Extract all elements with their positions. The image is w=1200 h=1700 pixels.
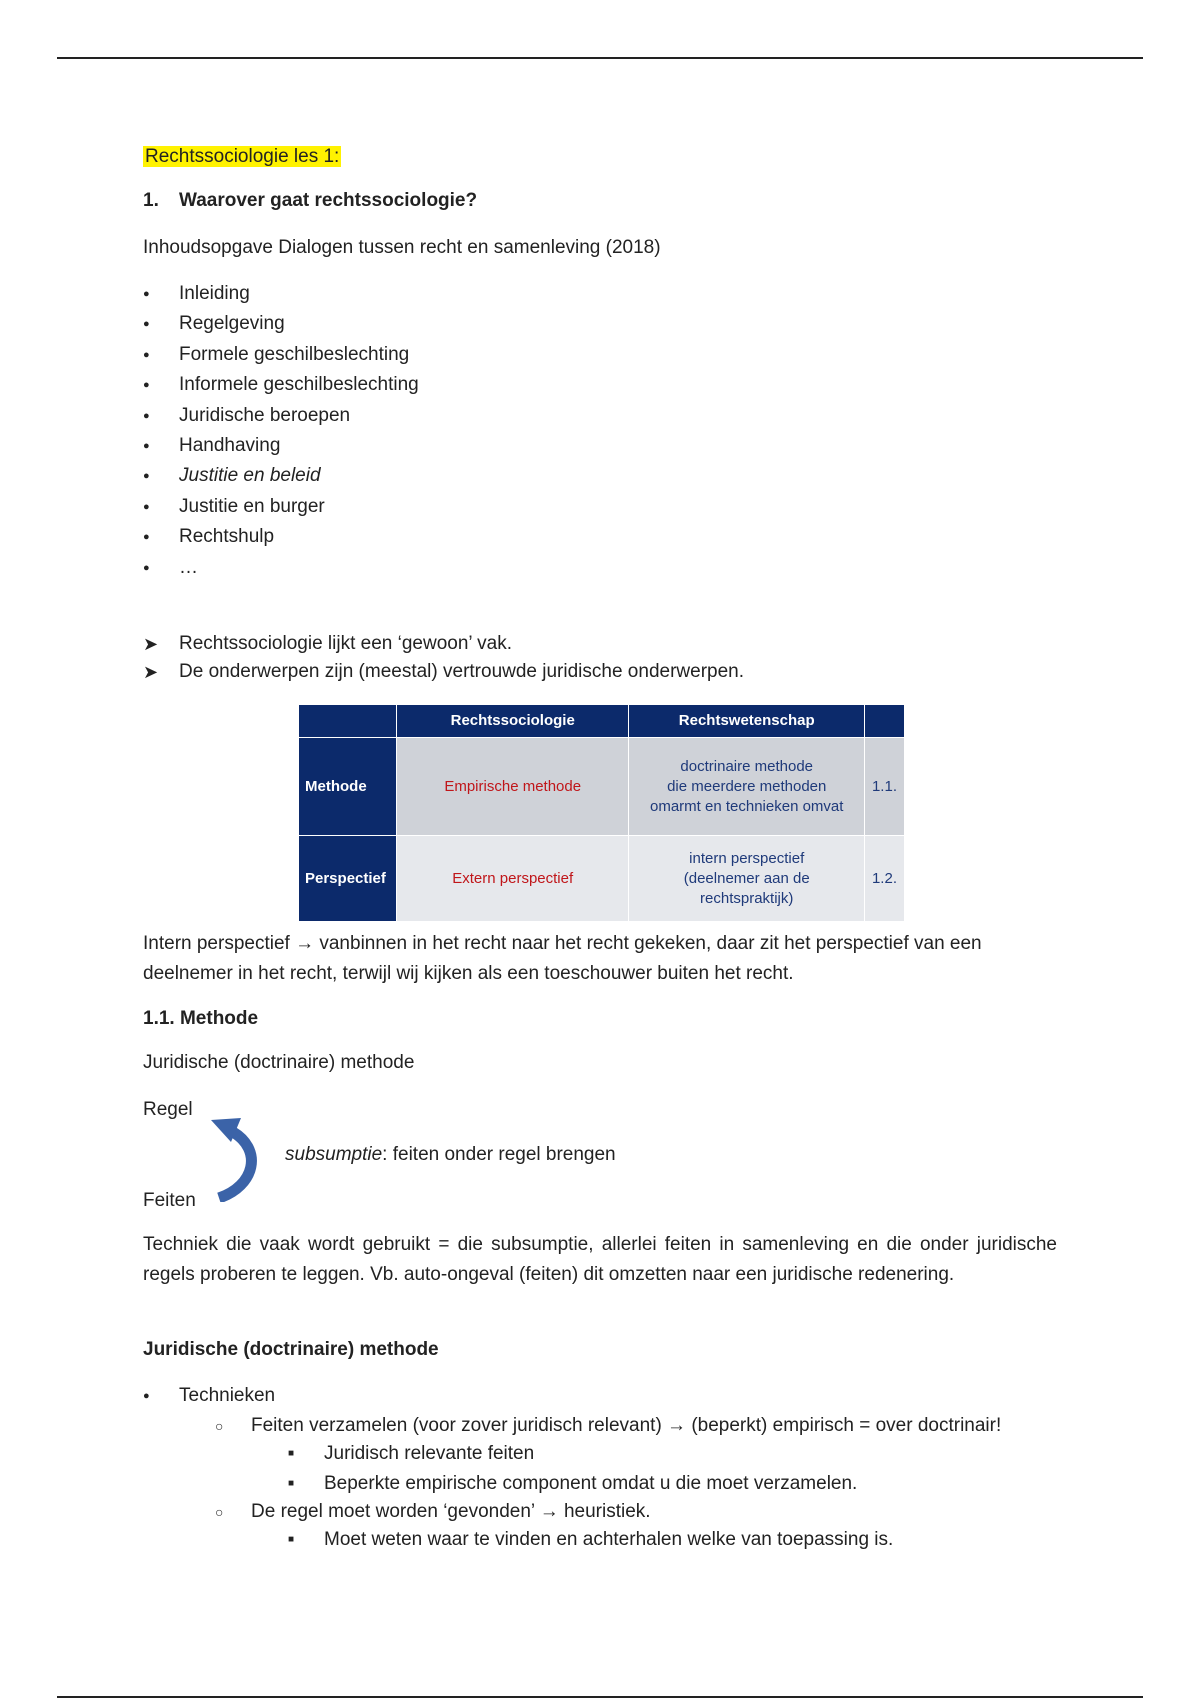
table-cell bbox=[629, 738, 865, 836]
methode-intro: Juridische (doctrinaire) methode bbox=[143, 1052, 415, 1073]
list-item: ● Informele geschilbeslechting bbox=[143, 373, 419, 403]
arrow-point-text: De onderwerpen zijn (meestal) vertrouwde juridische onderwerpen. bbox=[179, 661, 744, 682]
intern-text-line: deelnemer in het recht, terwijl wij kijken als een toeschouwer buiten het recht. bbox=[143, 963, 794, 984]
square-bullet-icon: ■ bbox=[288, 1448, 295, 1459]
list-item-text: Beperkte empirische component omdat u die moet verzamelen. bbox=[324, 1473, 858, 1494]
arrow-bullet-icon: ➤ bbox=[143, 634, 159, 654]
table-row bbox=[299, 836, 905, 922]
table-cell: Empirische methode bbox=[396, 738, 628, 836]
square-bullet-icon: ■ bbox=[288, 1534, 295, 1545]
subsection-heading: 1.1. Methode bbox=[143, 1008, 259, 1029]
row-label: Methode bbox=[299, 738, 397, 836]
list-item: ● Regelgeving bbox=[143, 312, 419, 342]
table-header-cell bbox=[299, 705, 397, 738]
list-item bbox=[288, 1528, 893, 1552]
table-cell: 1.2. bbox=[864, 836, 904, 922]
row-label: Perspectief bbox=[299, 836, 397, 922]
cell-line: doctrinaire methode bbox=[680, 757, 813, 775]
footer-rule bbox=[57, 1696, 1143, 1698]
arrow-point bbox=[143, 660, 744, 684]
section-1-heading bbox=[143, 189, 478, 213]
subsumptie-line bbox=[285, 1143, 616, 1167]
square-bullet-icon: ■ bbox=[288, 1478, 295, 1489]
subsumptie-term: subsumptie bbox=[285, 1144, 383, 1165]
regel-label: Regel bbox=[143, 1099, 193, 1120]
cell-line: die meerdere methoden bbox=[667, 777, 827, 795]
table-cell bbox=[629, 836, 865, 922]
cell-line: rechtspraktijk) bbox=[700, 889, 794, 907]
lesson-title-text: Rechtssociologie les 1: bbox=[145, 146, 340, 167]
circle-bullet-icon: ○ bbox=[215, 1418, 224, 1434]
list-item-text: Technieken bbox=[179, 1385, 276, 1406]
list-item: ● Justitie en beleid bbox=[143, 464, 419, 494]
list-item: ● Inleiding bbox=[143, 282, 419, 312]
table-header-cell bbox=[864, 705, 904, 738]
header-rule bbox=[57, 57, 1143, 59]
comparison-table bbox=[298, 704, 905, 922]
lesson-title bbox=[143, 145, 341, 169]
cell-line: omarmt en technieken omvat bbox=[650, 797, 844, 815]
intern-text-line: Intern perspectief → vanbinnen in het recht naar het recht gekeken, daar zit het perspectief van een bbox=[143, 933, 982, 954]
list-item-text: Feiten verzamelen (voor zover juridisch relevant) → (beperkt) empirisch = over doctrinair! bbox=[251, 1415, 1002, 1436]
toc-intro: Inhoudsopgave Dialogen tussen recht en samenleving (2018) bbox=[143, 237, 661, 258]
list-item-text: Juridisch relevante feiten bbox=[324, 1443, 535, 1464]
list-item bbox=[143, 1384, 275, 1408]
cell-line: intern perspectief bbox=[689, 849, 805, 867]
list-item: ● … bbox=[143, 556, 419, 586]
curved-arrow-icon bbox=[205, 1110, 265, 1202]
bullet-icon: ● bbox=[143, 1390, 150, 1402]
list-item bbox=[215, 1500, 651, 1524]
arrow-point-text: Rechtssociologie lijkt een ‘gewoon’ vak. bbox=[179, 633, 513, 654]
cell-line: (deelnemer aan de bbox=[683, 869, 810, 887]
juridische-methode-heading: Juridische (doctrinaire) methode bbox=[143, 1339, 439, 1360]
arrow-point bbox=[143, 632, 512, 656]
list-item bbox=[288, 1442, 534, 1466]
section-1-number: 1. bbox=[143, 190, 159, 211]
table-cell: Extern perspectief bbox=[396, 836, 628, 922]
table-header-cell: Rechtssociologie bbox=[396, 705, 628, 738]
list-item-text: Moet weten waar te vinden en achterhalen welke van toepassing is. bbox=[324, 1529, 894, 1550]
list-item-text: De regel moet worden ‘gevonden’ → heuristiek. bbox=[251, 1501, 651, 1522]
feiten-label: Feiten bbox=[143, 1190, 196, 1211]
list-item: ● Rechtshulp bbox=[143, 525, 419, 555]
list-item: ● Formele geschilbeslechting bbox=[143, 343, 419, 373]
arrow-bullet-icon: ➤ bbox=[143, 662, 159, 682]
section-1-title: Waarover gaat rechtssociologie? bbox=[179, 190, 478, 211]
list-item: ● Handhaving bbox=[143, 434, 419, 464]
table-cell: 1.1. bbox=[864, 738, 904, 836]
circle-bullet-icon: ○ bbox=[215, 1504, 224, 1520]
list-item: ● Juridische beroepen bbox=[143, 404, 419, 434]
subsumptie-definition: : feiten onder regel brengen bbox=[382, 1144, 616, 1165]
list-item: ● Justitie en burger bbox=[143, 495, 419, 525]
table-header-cell: Rechtswetenschap bbox=[629, 705, 865, 738]
table-row bbox=[299, 738, 905, 836]
toc-list bbox=[143, 282, 419, 586]
list-item bbox=[215, 1414, 1001, 1438]
list-item bbox=[288, 1472, 857, 1496]
techniek-paragraph: Techniek die vaak wordt gebruikt = die subsumptie, allerlei feiten in samenleving en die onder juridische regels proberen te leggen. Vb. auto-ongeval (feiten) dit omzetten naar een juridische redenering. bbox=[143, 1234, 1057, 1285]
table-header-row bbox=[299, 705, 905, 738]
